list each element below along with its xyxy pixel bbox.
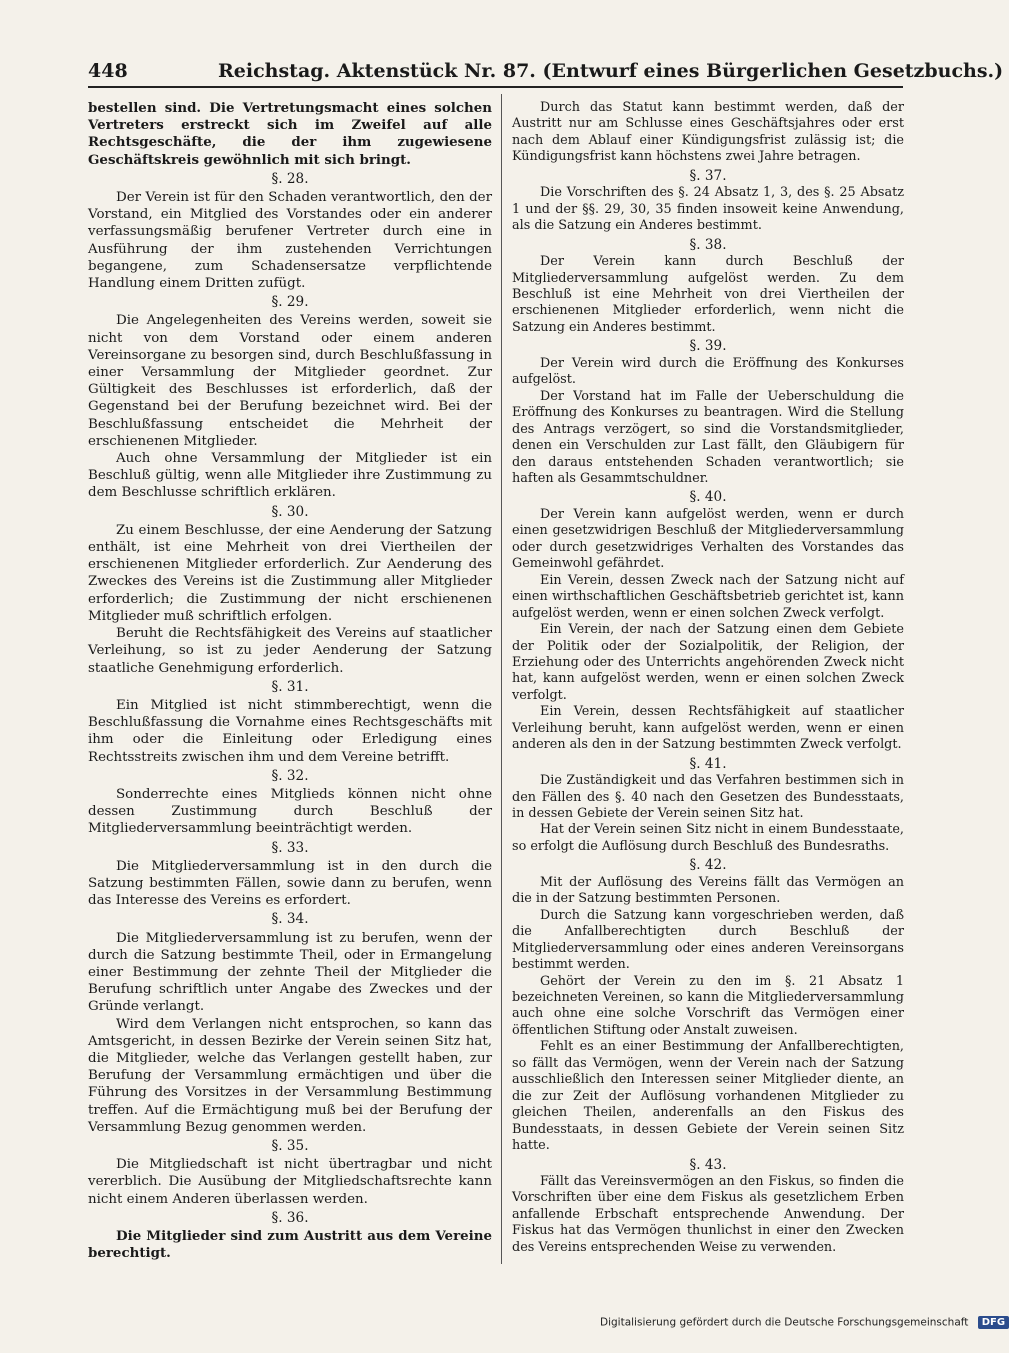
page-footer [600,1316,1006,1336]
paragraph: Ein Verein, dessen Rechtsfähigkeit auf staatlicher Verleihung beruht, kann aufgelöst werden, wenn er einen anderen als den in der Satzung bestimmten Zweck verfolgt. [512,704,904,753]
section-heading: §. 40. [689,489,727,506]
paragraph: Die Mitgliederversammlung ist zu berufen, wenn der durch die Satzung bestimmte Theil, oder in Ermangelung einer Bestimmung der zehnte Theil der Mitglieder die Berufung schriftlich unter Angabe des Zweckes und der Gründe verlangt. [88,930,492,1015]
section-heading: §. 41. [689,755,727,772]
paragraph: Ein Verein, dessen Zweck nach der Satzung nicht auf einen wirthschaftlichen Geschäftsbetrieb gerichtet ist, kann aufgelöst werden, wenn er einen solchen Zweck verfolgt. [512,572,904,621]
column-divider [501,94,502,1264]
paragraph: Der Verein kann aufgelöst werden, wenn er durch einen gesetzwidrigen Beschluß der Mitgliederversammlung oder durch gesetzwidriges Verhalten des Vorstandes das Gemeinwohl gefährdet. [512,506,904,572]
section-heading: §. 36. [271,1209,309,1226]
paragraph: Fehlt es an einer Bestimmung der Anfallberechtigten, so fällt das Vermögen, wenn der Verein nach der Satzung ausschließlich den Interessen seiner Mitglieder diente, an die zur Zeit der Auflösung vorhandenen Mitglieder zu gleichen Theilen, anderenfalls an den Fiskus des Bundesstaats, in dessen Gebiete der Verein seinen Sitz hatte. [512,1039,904,1154]
paragraph: Ein Verein, der nach der Satzung einen dem Gebiete der Politik oder der Sozialpolitik, der Religion, der Erziehung oder des Unterrichts angehörenden Zweck nicht hat, kann aufgelöst werden, wenn er einen solchen Zweck verfolgt. [512,622,904,703]
paragraph: bestellen sind. Die Vertretungsmacht eines solchen Vertreters erstreckt sich im Zweifel auf alle Rechtsgeschäfte, die der ihm zugewiesene Geschäftskreis gewöhnlich mit sich bringt. [88,100,492,168]
section-heading: §. 42. [689,857,727,874]
paragraph: Sonderrechte eines Mitglieds können nicht ohne dessen Zustimmung durch Beschluß der Mitgliederversammlung beeinträchtigt werden. [88,786,492,837]
paragraph: Der Verein wird durch die Eröffnung des Konkurses aufgelöst. [512,355,904,388]
section-heading: §. 38. [689,236,727,253]
section-heading: §. 39. [689,338,727,355]
paragraph: Beruht die Rechtsfähigkeit des Vereins auf staatlicher Verleihung, so ist zu jeder Aenderung der Satzung staatliche Genehmigung erforderlich. [88,626,492,676]
paragraph: Die Angelegenheiten des Vereins werden, soweit sie nicht von dem Vorstand oder einem anderen Vereinsorgane zu besorgen sind, durch Beschlußfassung in einer Versammlung der Mitglieder geordnet. Zur Gültigkeit des Beschlusses ist erforderlich, daß der Gegenstand bei der Berufung bezeichnet wird. Bei der Beschlußfassung entscheidet die Mehrheit der erschienenen Mitglieder. [88,313,492,449]
section-heading: §. 28. [271,170,309,187]
dfg-logo: DFG [978,1316,1009,1329]
paragraph: Durch das Statut kann bestimmt werden, daß der Austritt nur am Schlusse eines Geschäftsjahres oder erst nach dem Ablauf einer Kündigungsfrist zulässig ist; die Kündigungsfrist kann höchstens zwei Jahre betragen. [512,100,904,165]
paragraph: Mit der Auflösung des Vereins fällt das Vermögen an die in der Satzung bestimmten Personen. [512,874,904,907]
section-heading: §. 35. [271,1137,309,1154]
paragraph: Fällt das Vereinsvermögen an den Fiskus, so finden die Vorschriften über eine dem Fiskus als gesetzlichem Erben anfallende Erbschaft entsprechende Anwendung. Der Fiskus hat das Vermögen thunlichst in einer den Zwecken des Vereins entsprechenden Weise zu verwenden. [512,1174,904,1255]
paragraph: Die Mitglieder sind zum Austritt aus dem Vereine berechtigt. [88,1228,492,1262]
page-header [88,58,1004,88]
paragraph: Die Vorschriften des §. 24 Absatz 1, 3, des §. 25 Absatz 1 und der §§. 29, 30, 35 finden insoweit keine Anwendung, als die Satzung ein Anderes bestimmt. [512,185,904,234]
paragraph: Die Mitgliederversammlung ist in den durch die Satzung bestimmten Fällen, sowie dann zu berufen, wenn das Interesse des Vereins es erfordert. [88,858,492,909]
section-heading: §. 30. [271,503,309,520]
paragraph: Auch ohne Versammlung der Mitglieder ist ein Beschluß gültig, wenn alle Mitglieder ihre Zustimmung zu dem Beschlusse schriftlich erklären. [88,451,492,501]
paragraph: Der Vorstand hat im Falle der Ueberschuldung die Eröffnung des Konkurses zu beantragen. Wird die Stellung des Antrags verzögert, so sind die Vorstandsmitglieder, denen ein Verschulden zur Last fällt, den Gläubigern für den daraus entstehenden Schaden verantwortlich; sie haften als Gesammtschuldner. [512,388,904,486]
paragraph: Durch die Satzung kann vorgeschrieben werden, daß die Anfallberechtigten durch Beschluß der Mitgliederversammlung oder eines anderen Vereinsorgans bestimmt werden. [512,907,904,973]
running-title: Reichstag. Aktenstück Nr. 87. (Entwurf eines Bürgerlichen Gesetzbuchs.) [218,60,1004,82]
section-heading: §. 37. [689,167,727,184]
paragraph: Die Mitgliedschaft ist nicht übertragbar und nicht vererblich. Die Ausübung der Mitgliedschaftsrechte kann nicht einem Anderen überlassen werden. [88,1157,492,1207]
section-heading: §. 29. [271,294,309,311]
paragraph: Der Verein ist für den Schaden verantwortlich, den der Vorstand, ein Mitglied des Vorstandes oder ein anderer verfassungsmäßig berufener Vertreter durch eine in Ausführung der ihm zustehenden Verrichtungen begangene, zum Schadensersatze verpflichtende Handlung einem Dritten zufügt. [88,190,492,292]
section-heading: §. 32. [271,767,309,784]
paragraph: Der Verein kann durch Beschluß der Mitgliederversammlung aufgelöst werden. Zu dem Beschluß ist eine Mehrheit von drei Viertheilen der erschienenen Mitglieder erforderlich, wenn nicht die Satzung ein Anderes bestimmt. [512,254,904,335]
left-column [88,100,492,1262]
footer-credit: Digitalisierung gefördert durch die Deutsche Forschungsgemeinschaft [600,1316,969,1329]
paragraph: Ein Mitglied ist nicht stimmberechtigt, wenn die Beschlußfassung die Vornahme eines Rechtsgeschäfts mit ihm oder die Einleitung oder Erledigung eines Rechtsstreits zwischen ihm und dem Vereine betrifft. [88,697,492,765]
paragraph: Hat der Verein seinen Sitz nicht in einem Bundesstaate, so erfolgt die Auflösung durch Beschluß des Bundesraths. [512,822,904,854]
section-heading: §. 33. [271,839,309,856]
paragraph: Gehört der Verein zu den im §. 21 Absatz 1 bezeichneten Vereinen, so kann die Mitgliederversammlung auch ohne eine solche Vorschrift das Vermögen einer öffentlichen Stiftung oder Anstalt zuweisen. [512,973,904,1038]
section-heading: §. 43. [689,1156,727,1173]
section-heading: §. 34. [271,911,309,928]
paragraph: Die Zuständigkeit und das Verfahren bestimmen sich in den Fällen des §. 40 nach den Gesetzen des Bundesstaats, in dessen Gebiete der Verein seinen Sitz hat. [512,773,904,822]
page-number: 448 [88,60,128,82]
paragraph: Zu einem Beschlusse, der eine Aenderung der Satzung enthält, ist eine Mehrheit von drei Viertheilen der erschienenen Mitglieder erforderlich. Zur Aenderung des Zweckes des Vereins ist die Zustimmung aller Mitglieder erforderlich; die Zustimmung der nicht erschienenen Mitglieder muß schriftlich erfolgen. [88,522,492,624]
right-column [512,100,904,1256]
paragraph: Wird dem Verlangen nicht entsprochen, so kann das Amtsgericht, in dessen Bezirke der Verein seinen Sitz hat, die Mitglieder, welche das Verlangen gestellt haben, zur Berufung der Versammlung ermächtigen und über die Führung des Vorsitzes in der Versammlung Bestimmung treffen. Auf die Ermächtigung muß bei der Berufung der Versammlung Bezug genommen werden. [88,1016,492,1135]
section-heading: §. 31. [271,678,309,695]
